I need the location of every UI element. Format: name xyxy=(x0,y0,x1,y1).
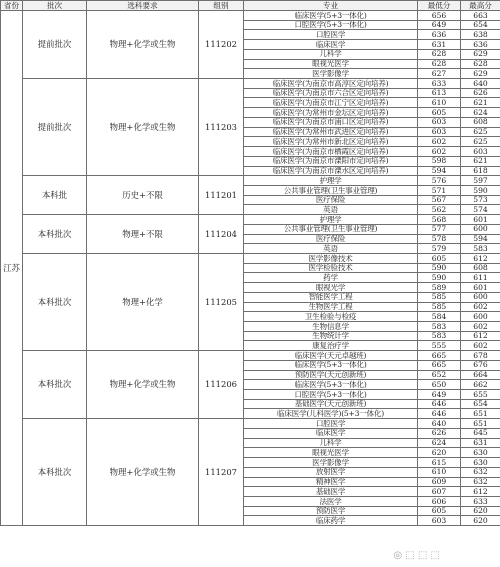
max-score-cell: 625 xyxy=(461,137,500,147)
min-score-cell: 649 xyxy=(418,20,461,30)
min-score-cell: 577 xyxy=(418,224,461,234)
batch-cell: 本科批次 xyxy=(23,419,87,526)
min-score-cell: 571 xyxy=(418,185,461,195)
major-cell: 临床医学 xyxy=(244,428,418,438)
min-score-cell: 555 xyxy=(418,341,461,351)
max-score-cell: 631 xyxy=(461,438,500,448)
major-cell: 智能医学工程 xyxy=(244,292,418,302)
major-cell: 生物信息学 xyxy=(244,322,418,332)
max-score-cell: 600 xyxy=(461,224,500,234)
min-score-cell: 665 xyxy=(418,360,461,370)
table-row xyxy=(1,253,500,263)
min-score-cell: 605 xyxy=(418,108,461,118)
table-row xyxy=(1,215,500,225)
max-score-cell: 602 xyxy=(461,302,500,312)
max-score-cell: 640 xyxy=(461,79,500,89)
min-score-cell: 628 xyxy=(418,59,461,69)
min-score-cell: 610 xyxy=(418,98,461,108)
min-score-cell: 594 xyxy=(418,166,461,176)
table-row xyxy=(1,419,500,429)
major-cell: 临床医学(5+3一体化) xyxy=(244,360,418,370)
max-score-cell: 612 xyxy=(461,331,500,341)
header-group: 组别 xyxy=(199,1,244,11)
max-score-cell: 655 xyxy=(461,390,500,400)
min-score-cell: 610 xyxy=(418,467,461,477)
table-row xyxy=(1,176,500,186)
min-score-cell: 652 xyxy=(418,370,461,380)
group-code-cell: 111205 xyxy=(199,253,244,350)
group-code-cell: 111207 xyxy=(199,419,244,526)
min-score-cell: 626 xyxy=(418,428,461,438)
major-cell: 生物统计学 xyxy=(244,331,418,341)
max-score-cell: 678 xyxy=(461,351,500,361)
table-body xyxy=(1,11,500,526)
major-cell: 医学影像学 xyxy=(244,458,418,468)
min-score-cell: 584 xyxy=(418,312,461,322)
max-score-cell: 654 xyxy=(461,399,500,409)
major-cell: 临床医学(为南京市江宁区定向培养) xyxy=(244,98,418,108)
province-cell: 江苏 xyxy=(1,11,23,526)
max-score-cell: 663 xyxy=(461,11,500,21)
min-score-cell: 609 xyxy=(418,477,461,487)
header-major: 专业 xyxy=(244,1,418,11)
major-cell: 口腔医学 xyxy=(244,419,418,429)
max-score-cell: 654 xyxy=(461,20,500,30)
major-cell: 临床医学(儿科医学)(5+3一体化) xyxy=(244,409,418,419)
max-score-cell: 611 xyxy=(461,273,500,283)
major-cell: 生物医学工程 xyxy=(244,302,418,312)
group-code-cell: 111202 xyxy=(199,11,244,79)
major-cell: 临床药学 xyxy=(244,516,418,526)
major-cell: 临床医学(为南京市溧水区定向培养) xyxy=(244,166,418,176)
min-score-cell: 627 xyxy=(418,69,461,79)
header-min-score: 最低分 xyxy=(418,1,461,11)
major-cell: 口腔医学(5+3一体化) xyxy=(244,20,418,30)
major-cell: 临床医学(天元卓越班) xyxy=(244,351,418,361)
min-score-cell: 636 xyxy=(418,30,461,40)
max-score-cell: 612 xyxy=(461,253,500,263)
max-score-cell: 651 xyxy=(461,409,500,419)
max-score-cell: 573 xyxy=(461,195,500,205)
min-score-cell: 567 xyxy=(418,195,461,205)
major-cell: 临床医学(5+3一体化) xyxy=(244,11,418,21)
min-score-cell: 646 xyxy=(418,409,461,419)
min-score-cell: 665 xyxy=(418,351,461,361)
min-score-cell: 585 xyxy=(418,302,461,312)
major-cell: 卫生检验与检疫 xyxy=(244,312,418,322)
max-score-cell: 597 xyxy=(461,176,500,186)
major-cell: 临床医学 xyxy=(244,40,418,50)
batch-cell: 提前批次 xyxy=(23,11,87,79)
min-score-cell: 603 xyxy=(418,127,461,137)
subject-requirement-cell: 物理+化学或生物 xyxy=(87,419,199,526)
major-cell: 儿科学 xyxy=(244,438,418,448)
subject-requirement-cell: 物理+不限 xyxy=(87,215,199,254)
max-score-cell: 608 xyxy=(461,263,500,273)
major-cell: 口腔医学 xyxy=(244,30,418,40)
major-cell: 临床医学(为常州市武进区定向培养) xyxy=(244,127,418,137)
min-score-cell: 602 xyxy=(418,147,461,157)
min-score-cell: 656 xyxy=(418,11,461,21)
max-score-cell: 590 xyxy=(461,185,500,195)
max-score-cell: 633 xyxy=(461,496,500,506)
major-cell: 儿科学 xyxy=(244,49,418,59)
batch-cell: 本科批次 xyxy=(23,351,87,419)
major-cell: 英语 xyxy=(244,205,418,215)
max-score-cell: 620 xyxy=(461,506,500,516)
major-cell: 护理学 xyxy=(244,215,418,225)
min-score-cell: 624 xyxy=(418,438,461,448)
max-score-cell: 630 xyxy=(461,458,500,468)
major-cell: 护理学 xyxy=(244,176,418,186)
subject-requirement-cell: 历史+不限 xyxy=(87,176,199,215)
min-score-cell: 589 xyxy=(418,283,461,293)
subject-requirement-cell: 物理+化学或生物 xyxy=(87,351,199,419)
max-score-cell: 625 xyxy=(461,127,500,137)
major-cell: 医学检验技术 xyxy=(244,263,418,273)
batch-cell: 本科批 xyxy=(23,176,87,215)
major-cell: 医疗保险 xyxy=(244,195,418,205)
min-score-cell: 640 xyxy=(418,419,461,429)
table-row xyxy=(1,79,500,89)
max-score-cell: 651 xyxy=(461,419,500,429)
major-cell: 预防医学 xyxy=(244,506,418,516)
major-cell: 临床医学(为南京市浦口区定向培养) xyxy=(244,117,418,127)
major-cell: 眼视光学 xyxy=(244,283,418,293)
min-score-cell: 613 xyxy=(418,88,461,98)
max-score-cell: 618 xyxy=(461,166,500,176)
max-score-cell: 600 xyxy=(461,292,500,302)
group-code-cell: 111206 xyxy=(199,351,244,419)
min-score-cell: 562 xyxy=(418,205,461,215)
min-score-cell: 585 xyxy=(418,292,461,302)
major-cell: 眼视光医学 xyxy=(244,448,418,458)
max-score-cell: 603 xyxy=(461,147,500,157)
max-score-cell: 574 xyxy=(461,205,500,215)
max-score-cell: 626 xyxy=(461,88,500,98)
max-score-cell: 632 xyxy=(461,477,500,487)
major-cell: 基础医学 xyxy=(244,487,418,497)
min-score-cell: 583 xyxy=(418,331,461,341)
group-code-cell: 111201 xyxy=(199,176,244,215)
min-score-cell: 607 xyxy=(418,487,461,497)
max-score-cell: 664 xyxy=(461,370,500,380)
max-score-cell: 630 xyxy=(461,448,500,458)
header-province: 省份 xyxy=(1,1,23,11)
batch-cell: 本科批次 xyxy=(23,215,87,254)
major-cell: 预防医学(天元创新班) xyxy=(244,370,418,380)
max-score-cell: 594 xyxy=(461,234,500,244)
max-score-cell: 600 xyxy=(461,312,500,322)
max-score-cell: 629 xyxy=(461,49,500,59)
subject-requirement-cell: 物理+化学 xyxy=(87,253,199,350)
max-score-cell: 628 xyxy=(461,59,500,69)
table-row xyxy=(1,351,500,361)
min-score-cell: 578 xyxy=(418,234,461,244)
min-score-cell: 615 xyxy=(418,458,461,468)
max-score-cell: 583 xyxy=(461,244,500,254)
min-score-cell: 631 xyxy=(418,40,461,50)
major-cell: 临床医学(为常州市新北区定向培养) xyxy=(244,137,418,147)
min-score-cell: 646 xyxy=(418,399,461,409)
max-score-cell: 602 xyxy=(461,322,500,332)
min-score-cell: 579 xyxy=(418,244,461,254)
group-code-cell: 111203 xyxy=(199,79,244,176)
major-cell: 眼视光医学 xyxy=(244,59,418,69)
major-cell: 临床医学(为南京市高淳区定向培养) xyxy=(244,79,418,89)
major-cell: 医疗保险 xyxy=(244,234,418,244)
major-cell: 基础医学(天元创新班) xyxy=(244,399,418,409)
watermark: ◎ ⬚ ⬚ ⬚ xyxy=(393,550,440,561)
max-score-cell: 629 xyxy=(461,69,500,79)
min-score-cell: 568 xyxy=(418,215,461,225)
major-cell: 药学 xyxy=(244,273,418,283)
major-cell: 法医学 xyxy=(244,496,418,506)
header-subject-requirement: 选科要求 xyxy=(87,1,199,11)
major-cell: 医学影像技术 xyxy=(244,253,418,263)
min-score-cell: 598 xyxy=(418,156,461,166)
group-code-cell: 111204 xyxy=(199,215,244,254)
min-score-cell: 650 xyxy=(418,380,461,390)
major-cell: 公共事业管理(卫生事业管理) xyxy=(244,224,418,234)
max-score-cell: 608 xyxy=(461,117,500,127)
batch-cell: 提前批次 xyxy=(23,79,87,176)
batch-cell: 本科批次 xyxy=(23,253,87,350)
table-header-row xyxy=(1,1,500,11)
min-score-cell: 590 xyxy=(418,273,461,283)
max-score-cell: 602 xyxy=(461,341,500,351)
min-score-cell: 590 xyxy=(418,263,461,273)
major-cell: 公共事业管理(卫生事业管理) xyxy=(244,185,418,195)
max-score-cell: 612 xyxy=(461,487,500,497)
major-cell: 临床医学(为南京市栖霞区定向培养) xyxy=(244,147,418,157)
major-cell: 医学影像学 xyxy=(244,69,418,79)
max-score-cell: 638 xyxy=(461,30,500,40)
major-cell: 精神医学 xyxy=(244,477,418,487)
max-score-cell: 601 xyxy=(461,283,500,293)
major-cell: 临床医学(为常州市金坛区定向培养) xyxy=(244,108,418,118)
max-score-cell: 636 xyxy=(461,40,500,50)
max-score-cell: 621 xyxy=(461,98,500,108)
table-row xyxy=(1,11,500,21)
subject-requirement-cell: 物理+化学或生物 xyxy=(87,79,199,176)
major-cell: 放射医学 xyxy=(244,467,418,477)
major-cell: 临床医学(为南京市六合区定向培养) xyxy=(244,88,418,98)
min-score-cell: 606 xyxy=(418,496,461,506)
min-score-cell: 628 xyxy=(418,49,461,59)
major-cell: 临床医学(5+3一体化) xyxy=(244,380,418,390)
min-score-cell: 603 xyxy=(418,516,461,526)
min-score-cell: 576 xyxy=(418,176,461,186)
major-cell: 口腔医学(5+3一体化) xyxy=(244,390,418,400)
header-max-score: 最高分 xyxy=(461,1,500,11)
max-score-cell: 632 xyxy=(461,467,500,477)
major-cell: 英语 xyxy=(244,244,418,254)
min-score-cell: 603 xyxy=(418,117,461,127)
max-score-cell: 662 xyxy=(461,380,500,390)
min-score-cell: 602 xyxy=(418,137,461,147)
max-score-cell: 645 xyxy=(461,428,500,438)
max-score-cell: 620 xyxy=(461,516,500,526)
max-score-cell: 624 xyxy=(461,108,500,118)
max-score-cell: 676 xyxy=(461,360,500,370)
max-score-cell: 601 xyxy=(461,215,500,225)
min-score-cell: 605 xyxy=(418,506,461,516)
major-cell: 康复治疗学 xyxy=(244,341,418,351)
min-score-cell: 583 xyxy=(418,322,461,332)
max-score-cell: 621 xyxy=(461,156,500,166)
min-score-cell: 649 xyxy=(418,390,461,400)
subject-requirement-cell: 物理+化学或生物 xyxy=(87,11,199,79)
major-cell: 临床医学(为南京市溧阳市定向培养) xyxy=(244,156,418,166)
min-score-cell: 633 xyxy=(418,79,461,89)
header-batch: 批次 xyxy=(23,1,87,11)
min-score-cell: 605 xyxy=(418,253,461,263)
min-score-cell: 620 xyxy=(418,448,461,458)
